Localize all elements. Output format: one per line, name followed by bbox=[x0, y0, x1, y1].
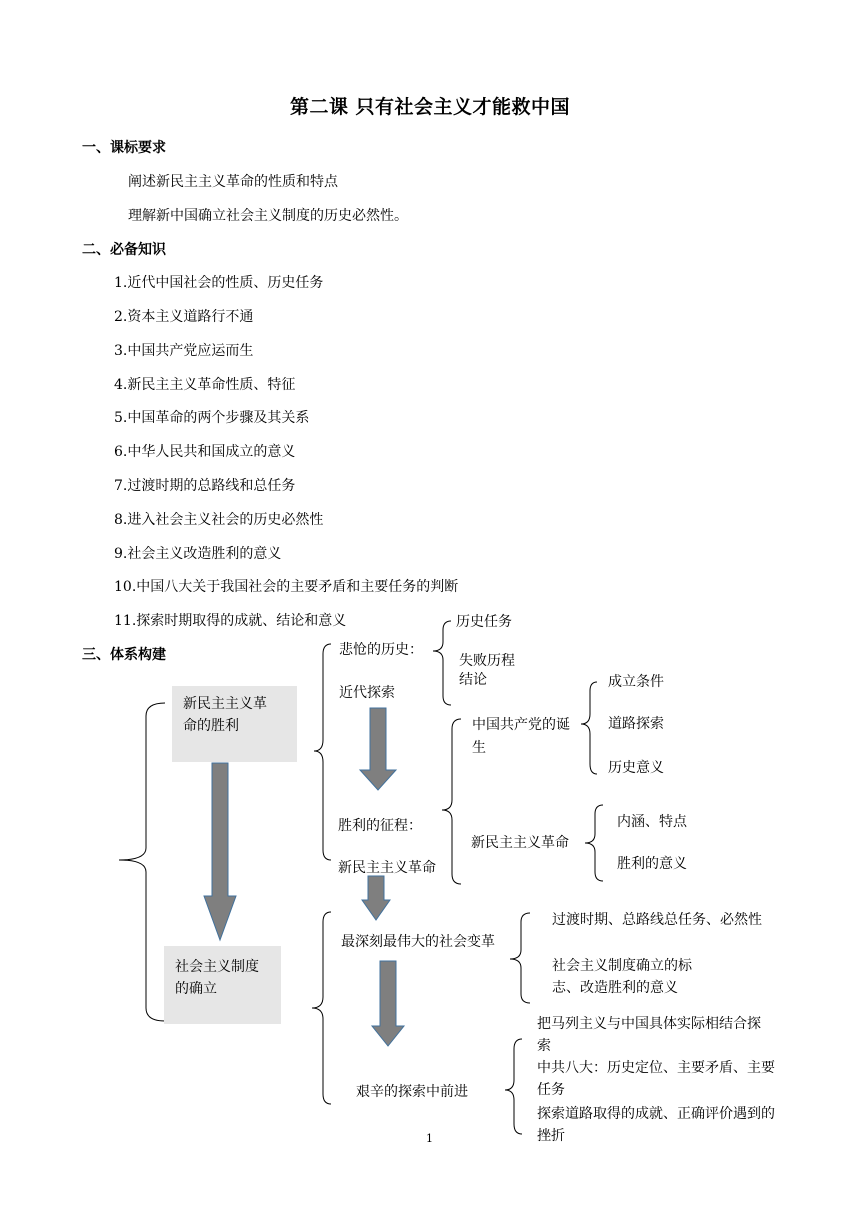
knowledge-item: 6.中华人民共和国成立的意义 bbox=[114, 444, 296, 460]
march-bracket bbox=[442, 719, 461, 884]
section-heading-knowledge: 二、必备知识 bbox=[82, 242, 166, 258]
box-label: 命的胜利 bbox=[183, 718, 239, 734]
section-heading-standards: 一、课标要求 bbox=[82, 140, 166, 156]
revolution-node-bracket bbox=[585, 805, 603, 881]
box-label: 的确立 bbox=[175, 981, 217, 997]
knowledge-item: 3.中国共产党应运而生 bbox=[114, 343, 254, 359]
knowledge-item: 2.资本主义道路行不通 bbox=[114, 309, 254, 325]
section-heading-framework: 三、体系构建 bbox=[82, 647, 166, 663]
eighth-congress-label: 任务 bbox=[537, 1082, 565, 1098]
page-number: 1 bbox=[426, 1132, 433, 1145]
knowledge-item: 5.中国革命的两个步骤及其关系 bbox=[114, 410, 310, 426]
victory-significance-label: 胜利的意义 bbox=[617, 856, 687, 872]
history-bracket bbox=[433, 621, 451, 705]
small-down-arrow bbox=[362, 876, 390, 920]
box-label: 新民主主义革 bbox=[183, 696, 267, 712]
connotation-label: 内涵、特点 bbox=[617, 814, 687, 830]
great-change-label: 最深刻最伟大的社会变革 bbox=[341, 934, 495, 950]
knowledge-item: 10.中国八大关于我国社会的主要矛盾和主要任务的判断 bbox=[114, 579, 459, 595]
socialism-bracket bbox=[312, 912, 331, 1104]
historical-significance-label: 历史意义 bbox=[608, 760, 664, 776]
knowledge-item: 1.近代中国社会的性质、历史任务 bbox=[114, 275, 324, 291]
socialist-establishment-label: 社会主义制度确立的标 bbox=[552, 958, 692, 974]
road-achievements-label: 挫折 bbox=[537, 1128, 565, 1144]
cpc-birth-label: 生 bbox=[472, 740, 486, 756]
main-bracket bbox=[119, 703, 165, 1021]
transition-label: 过渡时期、总路线总任务、必然性 bbox=[552, 912, 762, 928]
socialist-establishment-label: 志、改造胜利的意义 bbox=[552, 980, 678, 996]
box-label: 社会主义制度 bbox=[175, 959, 259, 975]
revolution-bracket bbox=[314, 644, 331, 860]
exploration-bracket bbox=[505, 1039, 522, 1134]
marxism-label: 把马列主义与中国具体实际相结合探 bbox=[537, 1016, 761, 1032]
big-down-arrow bbox=[204, 763, 236, 940]
page-title: 第二课 只有社会主义才能救中国 bbox=[289, 96, 571, 118]
conclusion-label: 结论 bbox=[459, 672, 487, 688]
victory-march-label: 胜利的征程： bbox=[338, 818, 422, 834]
knowledge-item: 9.社会主义改造胜利的意义 bbox=[114, 546, 282, 562]
tragic-history-label: 悲怆的历史： bbox=[339, 642, 423, 658]
knowledge-item: 8.进入社会主义社会的历史必然性 bbox=[114, 512, 324, 528]
road-exploration-label: 道路探索 bbox=[608, 716, 664, 732]
exploration-down-arrow bbox=[360, 708, 396, 790]
historical-task-label: 历史任务 bbox=[456, 614, 512, 630]
cpc-birth-label: 中国共产党的诞 bbox=[472, 717, 570, 733]
establishment-conditions-label: 成立条件 bbox=[608, 674, 664, 690]
revolution-node-label: 新民主主义革命 bbox=[471, 835, 569, 851]
standard-line: 阐述新民主主义革命的性质和特点 bbox=[128, 174, 338, 190]
modern-exploration-label: 近代探索 bbox=[339, 685, 395, 701]
standard-line: 理解新中国确立社会主义制度的历史必然性。 bbox=[128, 208, 408, 224]
change-bracket bbox=[510, 913, 530, 1003]
socialist-system-box bbox=[164, 946, 281, 1024]
knowledge-item: 4.新民主主义革命性质、特征 bbox=[114, 377, 296, 393]
hard-exploration-label: 艰辛的探索中前进 bbox=[356, 1084, 468, 1100]
eighth-congress-label: 中共八大：历史定位、主要矛盾、主要 bbox=[537, 1060, 775, 1076]
knowledge-item: 7.过渡时期的总路线和总任务 bbox=[114, 478, 296, 494]
knowledge-item: 11.探索时期取得的成就、结论和意义 bbox=[114, 613, 347, 629]
failure-process-label: 失败历程 bbox=[459, 653, 515, 669]
new-democratic-revolution-label: 新民主主义革命 bbox=[338, 860, 436, 876]
marxism-label: 索 bbox=[537, 1038, 551, 1054]
revolution-victory-box bbox=[172, 686, 297, 762]
change-down-arrow bbox=[372, 961, 404, 1046]
road-achievements-label: 探索道路取得的成就、正确评价遇到的 bbox=[537, 1106, 775, 1122]
cpc-bracket bbox=[581, 682, 597, 774]
